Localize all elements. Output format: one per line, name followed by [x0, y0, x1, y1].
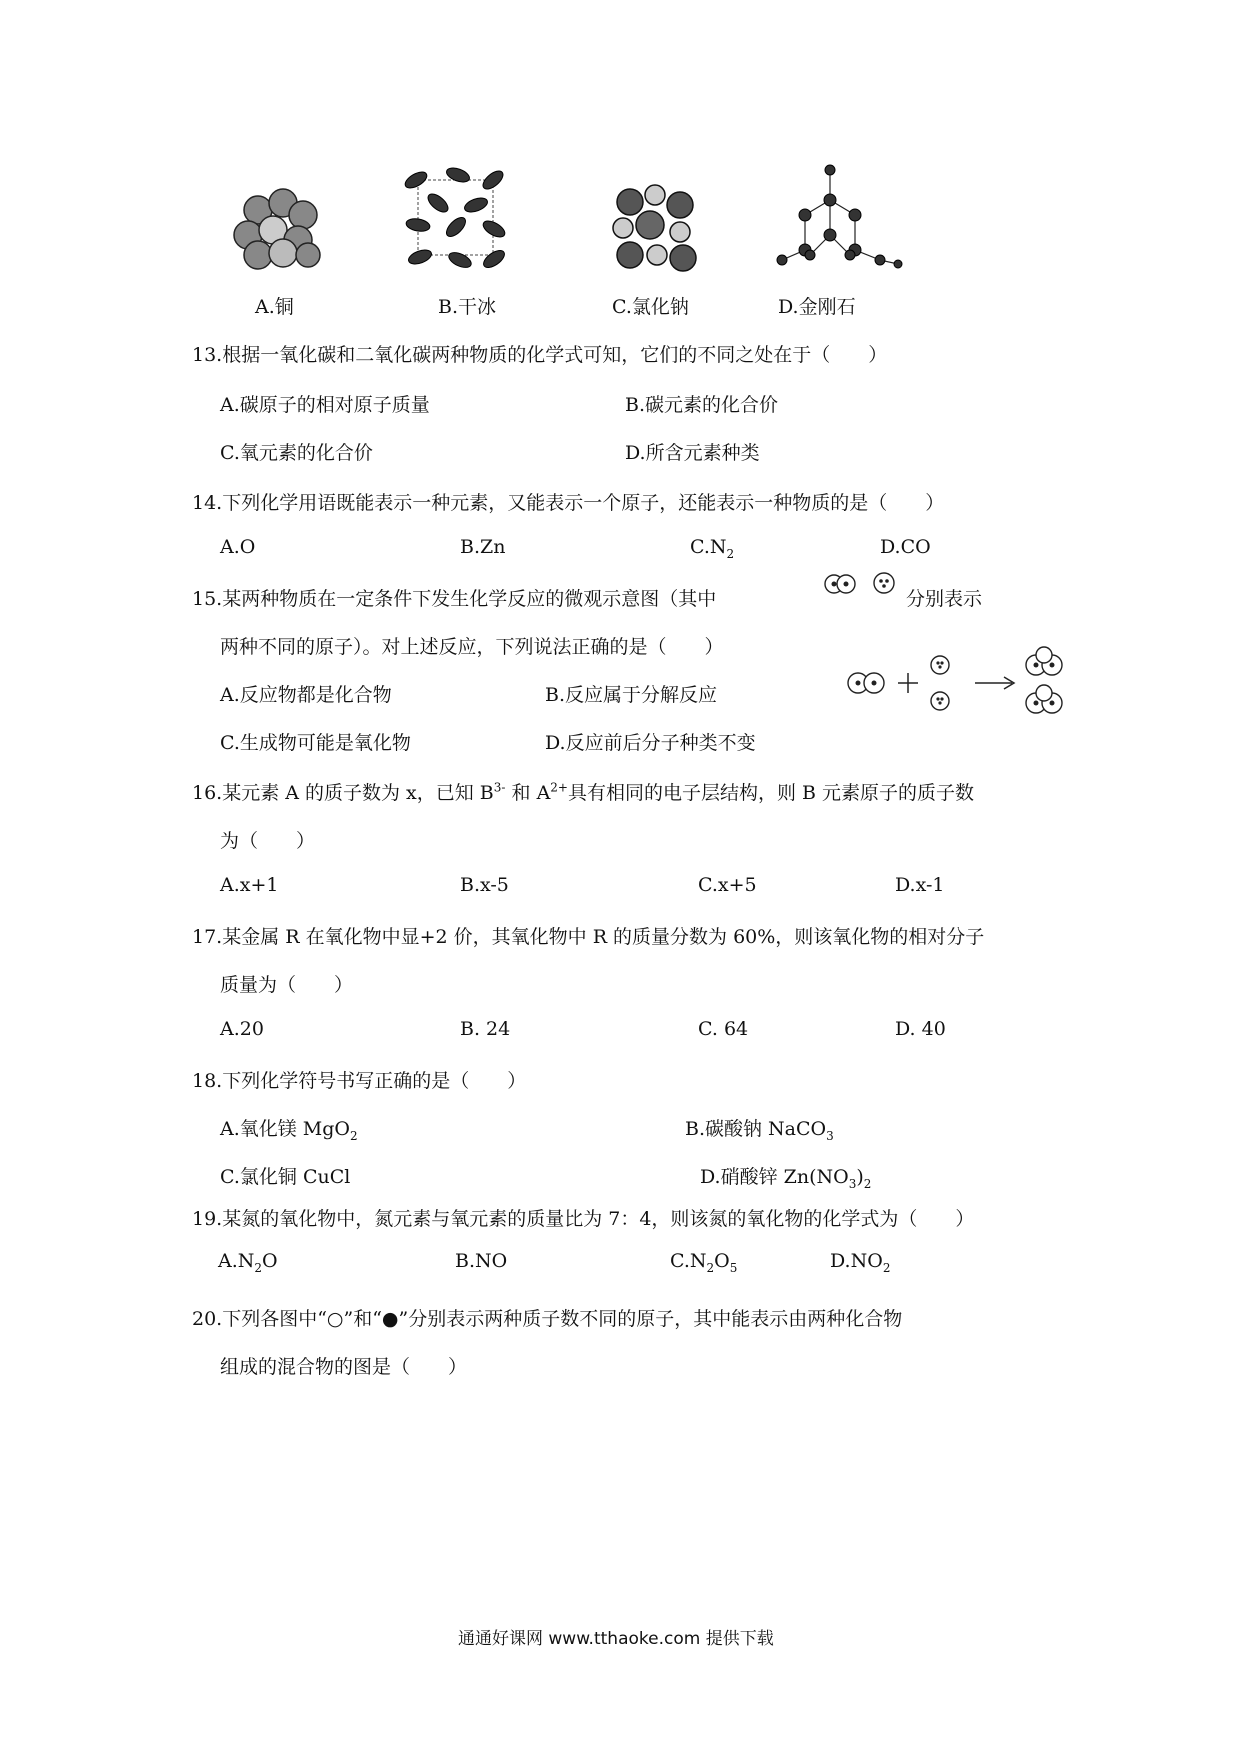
q15-option-d: D.反应前后分子种类不变 — [545, 732, 756, 754]
q14-option-b: B.Zn — [460, 536, 506, 558]
q13-option-b: B.碳元素的化合价 — [625, 394, 779, 416]
q18-option-c: C.氯化铜 CuCl — [220, 1166, 351, 1188]
q15-stem-line2: 两种不同的原子）。对上述反应，下列说法正确的是（ ） — [220, 636, 724, 658]
q19-option-b: B.NO — [455, 1250, 508, 1272]
q19-option-d: $D.NO_2$ — [830, 1250, 891, 1275]
q17-stem: 17.某金属 R 在氧化物中显+2 价，其氧化物中 R 的质量分数为 60%，则该氧化物的相对分子 — [192, 926, 985, 948]
q19-option-c: $C.N_2O_5$ — [670, 1250, 738, 1275]
q15-option-a: A.反应物都是化合物 — [220, 684, 392, 706]
q16-stem-line2: 为（ ） — [220, 830, 316, 852]
q14-option-d: D.CO — [880, 536, 931, 558]
q16-option-c: C.x+5 — [698, 874, 757, 896]
reaction-diagram — [840, 645, 1080, 725]
q19-stem: 19.某氮的氧化物中，氮元素与氧元素的质量比为 7：4，则该氮的氧化物的化学式为（ ） — [192, 1208, 975, 1230]
q16-option-a: A.x+1 — [220, 874, 279, 896]
q18-stem: 18.下列化学符号书写正确的是（ ） — [192, 1070, 527, 1092]
q16-option-b: B.x-5 — [460, 874, 509, 896]
q12-option-b: B.干冰 — [438, 296, 497, 318]
q17-stem-line2: 质量为（ ） — [220, 974, 354, 996]
q17-option-c: C. 64 — [698, 1018, 749, 1040]
q14-option-c: $C.N_2$ — [690, 536, 735, 561]
q12-option-d: D.金刚石 — [778, 296, 856, 318]
q20-stem: 20.下列各图中“○”和“●”分别表示两种质子数不同的原子，其中能表示由两种化合物 — [192, 1308, 903, 1330]
page-footer: 通通好课网 www.tthaoke.com 提供下载 — [458, 1629, 774, 1649]
q18-option-d: D.硝酸锌 $Zn(NO_3)_2$ — [700, 1166, 872, 1191]
diamond-crystal-figure — [770, 160, 905, 275]
q17-option-d: D. 40 — [895, 1018, 946, 1040]
q14-stem: 14.下列化学用语既能表示一种元素，又能表示一个原子，还能表示一种物质的是（ ） — [192, 492, 945, 514]
q18-option-b: B.碳酸钠 NaCO$_3$ — [685, 1118, 834, 1143]
q19-option-a: $A.N_2O$ — [218, 1250, 278, 1275]
q17-option-a: A.20 — [220, 1018, 264, 1040]
q16-option-d: D.x-1 — [895, 874, 945, 896]
q12-option-a: A.铜 — [255, 296, 294, 318]
q20-stem-line2: 组成的混合物的图是（ ） — [220, 1356, 468, 1378]
q15-option-c: C.生成物可能是氧化物 — [220, 732, 411, 754]
q13-stem: 13.根据一氧化碳和二氧化碳两种物质的化学式可知，它们的不同之处在于（ ） — [192, 344, 888, 366]
q16-stem: 16.某元素 A 的质子数为 x，已知 $B^{3-}$ 和 $A^{2+}$具有相同的电子层结构，则 B 元素原子的质子数 — [192, 780, 975, 804]
atom-type-1-icon — [822, 570, 858, 600]
dry-ice-crystal-figure — [398, 165, 513, 275]
q14-option-a: A.O — [220, 536, 256, 558]
q15-option-b: B.反应属于分解反应 — [545, 684, 718, 706]
q13-option-a: A.碳原子的相对原子质量 — [220, 394, 430, 416]
sodium-chloride-crystal-figure — [605, 180, 705, 275]
q15-stem-part2: 分别表示 — [906, 588, 983, 610]
copper-crystal-figure — [228, 185, 328, 275]
atom-type-2-icon — [870, 570, 898, 596]
q18-option-a: A.氧化镁 MgO$_2$ — [220, 1118, 358, 1143]
q15-stem-part1: 15.某两种物质在一定条件下发生化学反应的微观示意图（其中 — [192, 588, 717, 610]
q12-option-c: C.氯化钠 — [612, 296, 689, 318]
q13-option-d: D.所含元素种类 — [625, 442, 760, 464]
q17-option-b: B. 24 — [460, 1018, 511, 1040]
q13-option-c: C.氧元素的化合价 — [220, 442, 373, 464]
